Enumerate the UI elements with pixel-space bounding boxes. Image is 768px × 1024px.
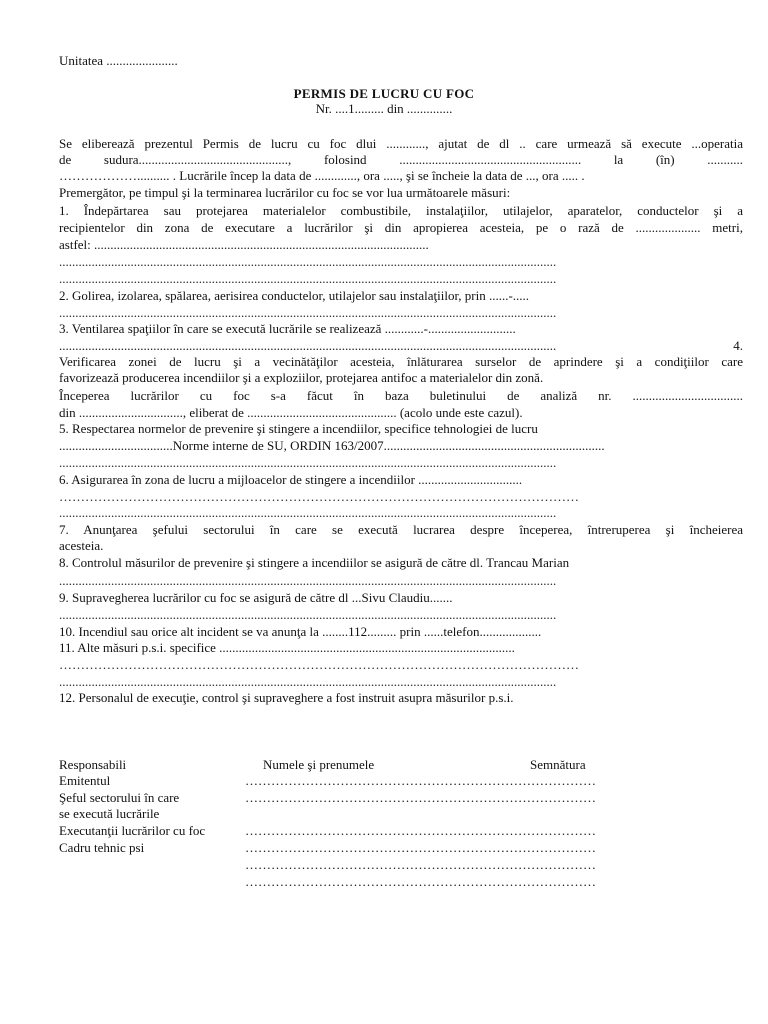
signature-dotted-line: ……………………………………………………………………… xyxy=(245,874,596,889)
dotted-line: ………………………………………………………………………………………………………… xyxy=(59,489,579,504)
signature-dotted-line: ……………………………………………………………………… xyxy=(245,773,596,788)
measure-line: Începerea lucrărilor cu foc s-a făcut în baza buletinului de analiză nr. .................................. xyxy=(59,388,743,403)
measure-line: 7. Anunţarea şefului sectorului în care se execută lucrarea despre începerea, întreruperea şi încheierea xyxy=(59,522,743,537)
intro-line: Se eliberează prezentul Permis de lucru cu foc dlui ............, ajutat de dl .. care urmează să execute ...operatia xyxy=(59,136,743,151)
measure-line: 10. Incendiul sau orice alt incident se va anunţa la ........112......... prin ......telefon................... xyxy=(59,624,542,639)
role-issuer: Emitentul xyxy=(59,773,111,788)
measure-line: din ................................, eliberat de .............................................. (acolo unde este cazul). xyxy=(59,405,523,420)
dotted-line: ......................................................................................................................................................... xyxy=(59,573,557,588)
dotted-line: ......................................................................................................................................................... xyxy=(59,455,557,470)
dotted-line: ......................................................................................................................................................... xyxy=(59,674,557,689)
dotted-line: ......................................................................................................................................................... xyxy=(59,271,557,286)
signature-dotted-line: ……………………………………………………………………… xyxy=(245,790,596,805)
intro-line: ……………….......... . Lucrările încep la data de ............., ora ....., şi se încheie la data de ..., ora ..... . xyxy=(59,168,585,183)
intro-line: Premergător, pe timpul şi la terminarea lucrărilor cu foc se vor lua următoarele măsuri: xyxy=(59,185,511,200)
measure-line: ...................................Norme interne de SU, ORDIN 163/2007.................................................................... xyxy=(59,438,605,453)
role-sector-head: Şeful sectorului în care xyxy=(59,790,180,805)
signature-dotted-line: ……………………………………………………………………… xyxy=(245,840,596,855)
dotted-line: ......................................................................................................................................................... xyxy=(59,254,557,269)
measure-line: recipientelor din zona de executare a lucrărilor şi din apropierea acesteia, pe o rază de .................... metri, xyxy=(59,220,743,235)
dotted-line: ......................................................................................................................................................... xyxy=(59,505,557,520)
measure-line: 12. Personalul de execuţie, control şi supraveghere a fost instruit asupra măsurilor p.s.i. xyxy=(59,690,514,705)
measure-line: acesteia. xyxy=(59,538,104,553)
dotted-line: ………………………………………………………………………………………………………… xyxy=(59,657,579,672)
measure-line: 2. Golirea, izolarea, spălarea, aerisirea conductelor, utilajelor sau instalaţiilor, prin ......-..... xyxy=(59,288,530,303)
document-title: PERMIS DE LUCRU CU FOC xyxy=(293,86,475,101)
intro-line: de sudura.............................................., folosind ........................................................ la (în) ........... xyxy=(59,152,743,167)
role-sector-head-cont: se execută lucrările xyxy=(59,806,160,821)
name-header: Numele şi prenumele xyxy=(263,757,375,772)
signature-header: Semnătura xyxy=(530,757,586,772)
measure-line: 5. Respectarea normelor de prevenire şi stingere a incendiilor, specifice tehnologiei de lucru xyxy=(59,421,538,436)
measure-line: favorizează producerea incendiilor şi a exploziilor, protejarea antifoc a materialelor din zonă. xyxy=(59,370,544,385)
measure-line: ......................................................................................................................................................... 4. xyxy=(59,338,743,353)
measure-line: 6. Asigurarea în zona de lucru a mijloacelor de stingere a incendiilor ................................ xyxy=(59,472,523,487)
measure-line: 9. Supravegherea lucrărilor cu foc se asigură de către dl ...Sivu Claudiu....... xyxy=(59,590,453,605)
unit-field: Unitatea ...................... xyxy=(59,53,178,68)
signature-dotted-line: ……………………………………………………………………… xyxy=(245,857,596,872)
signature-dotted-line: ……………………………………………………………………… xyxy=(245,823,596,838)
permit-number-line: Nr. ....1......... din .............. xyxy=(315,101,453,116)
dotted-line: ......................................................................................................................................................... xyxy=(59,607,557,622)
measure-line: 1. Îndepărtarea sau protejarea materialelor combustibile, instalaţiilor, utilajelor, aparatelor, conductelor şi a xyxy=(59,203,743,218)
measure-line: 8. Controlul măsurilor de prevenire şi stingere a incendiilor se asigură de către dl. Trancau Marian xyxy=(59,555,570,570)
measure-line: astfel: ....................................................................................................... xyxy=(59,237,429,252)
dotted-line: ......................................................................................................................................................... xyxy=(59,305,557,320)
role-psi-technician: Cadru tehnic psi xyxy=(59,840,145,855)
role-executors: Executanţii lucrărilor cu foc xyxy=(59,823,206,838)
measure-line: 3. Ventilarea spaţiilor în care se execută lucrările se realizează ............-........................... xyxy=(59,321,516,336)
measure-line: 11. Alte măsuri p.s.i. specifice ........................................................................................... xyxy=(59,640,515,655)
measure-line: Verificarea zonei de lucru şi a vecinătăţilor acesteia, înlăturarea surselor de aprindere şi a condiţiilor care xyxy=(59,354,743,369)
responsible-header: Responsabili xyxy=(59,757,127,772)
